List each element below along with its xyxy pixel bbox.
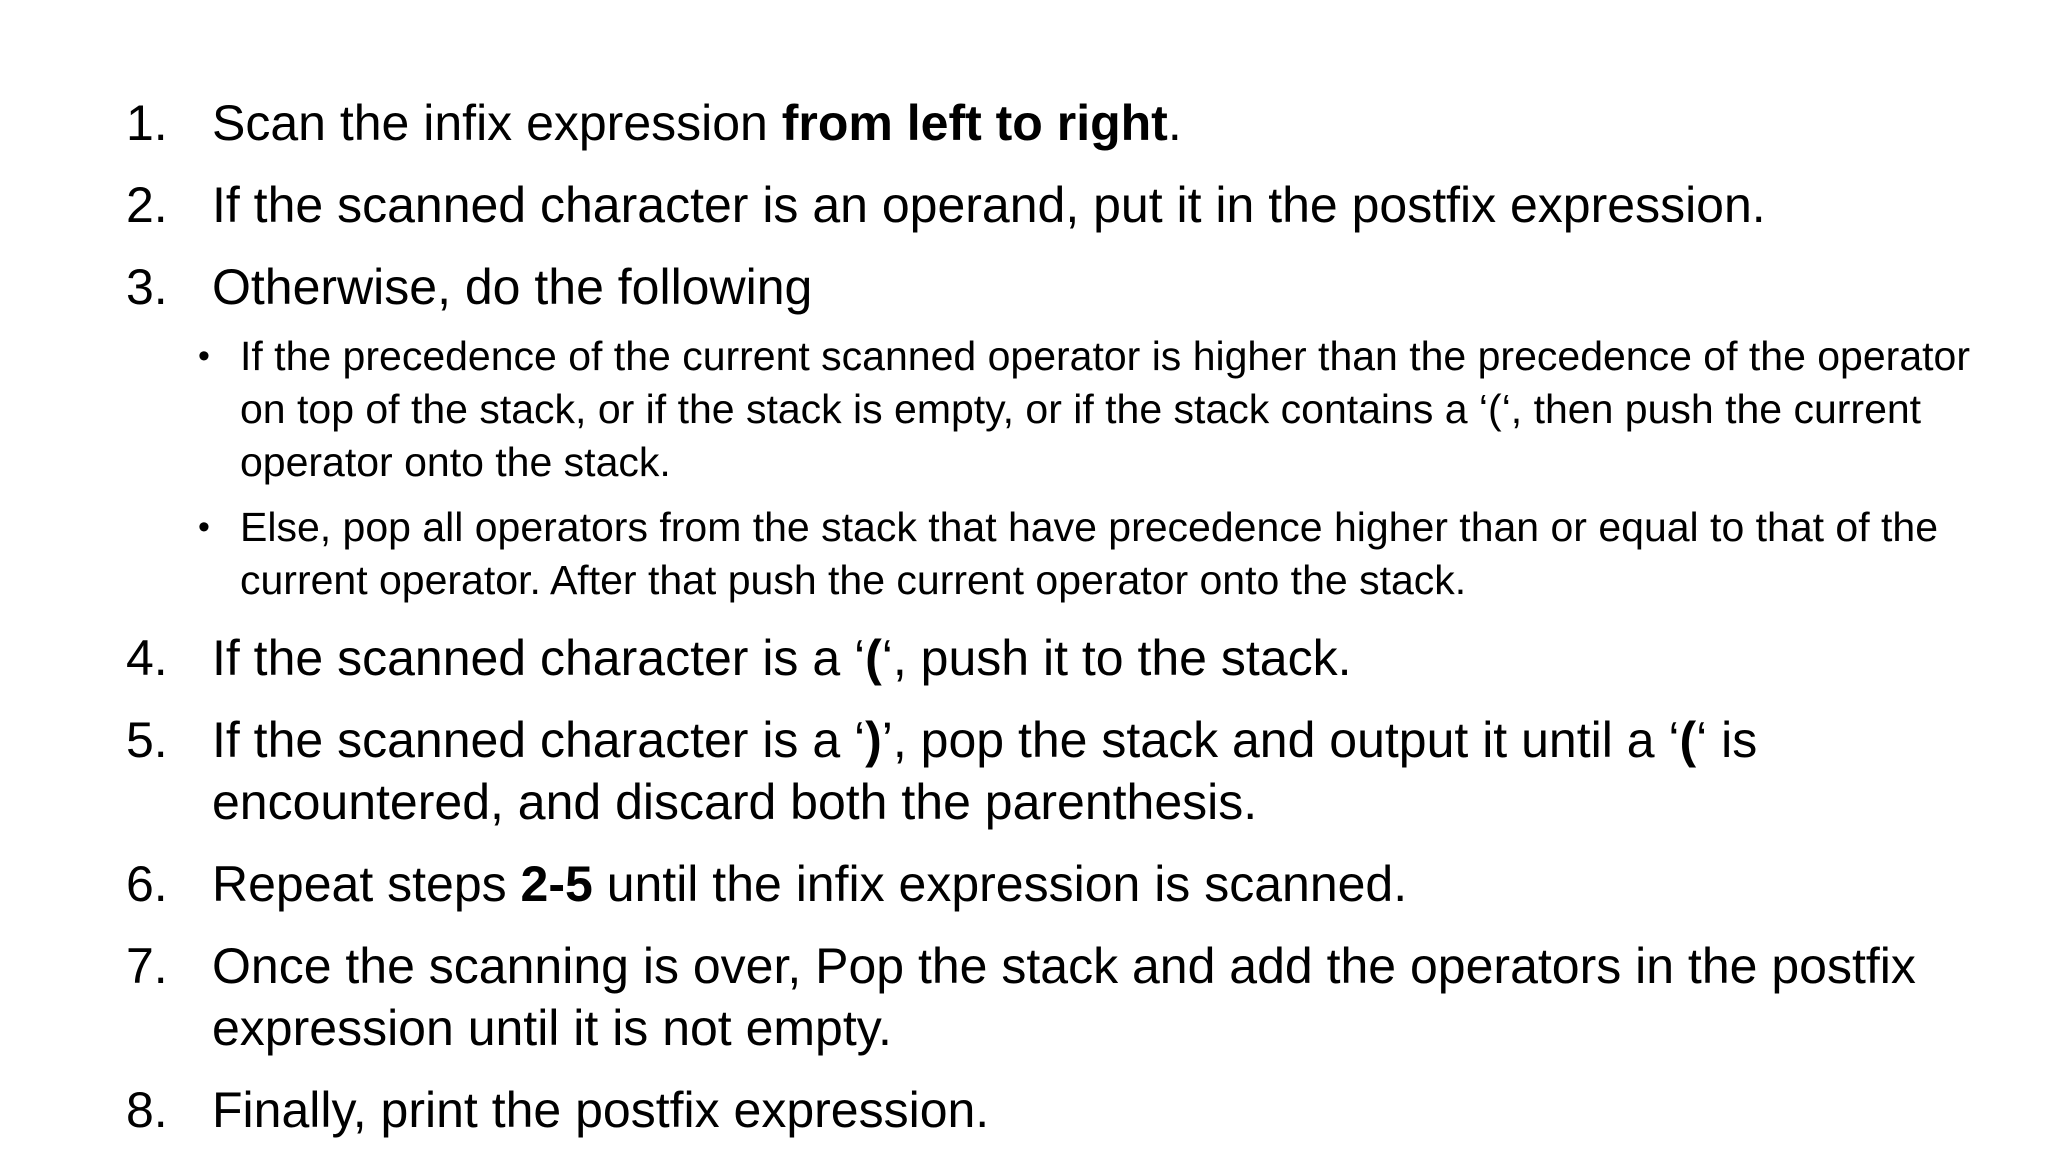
step-text: Finally, print the postfix expression. xyxy=(212,1082,990,1138)
step-text: until the infix expression is scanned. xyxy=(592,856,1408,912)
step-number: 6. xyxy=(126,856,168,912)
step-text-bold: ) xyxy=(865,712,882,768)
sub-item xyxy=(198,501,1986,607)
step-number: 4. xyxy=(126,630,168,686)
step-3 xyxy=(126,256,1986,607)
step-1 xyxy=(126,92,1986,154)
sub-item xyxy=(198,330,1986,489)
step-number: 2. xyxy=(126,177,168,233)
step-text: ’, pop the stack and output it until a ‘ xyxy=(881,712,1680,768)
algorithm-steps-list xyxy=(126,92,1986,1161)
step-number: 8. xyxy=(126,1082,168,1138)
bullet-dot-icon: • xyxy=(198,337,210,375)
step-8 xyxy=(126,1079,1986,1141)
step-text: ‘ is encountered, and discard both the parenthesis. xyxy=(212,712,1758,830)
step-number: 1. xyxy=(126,95,168,151)
step-5 xyxy=(126,709,1986,833)
step-number: 3. xyxy=(126,259,168,315)
step-text: If the scanned character is a ‘ xyxy=(212,630,866,686)
sub-item-text: If the precedence of the current scanned operator is higher than the precedence of the operator on top of the stack, or if the stack is empty, or if the stack contains a ‘(‘, then push the current operator onto the stack. xyxy=(240,333,1970,485)
step-text: Otherwise, do the following xyxy=(212,259,813,315)
step-text: Once the scanning is over, Pop the stack and add the operators in the postfix expression until it is not empty. xyxy=(212,938,1916,1056)
step-number: 5. xyxy=(126,712,168,768)
step-text: If the scanned character is an operand, put it in the postfix expression. xyxy=(212,177,1766,233)
step-2 xyxy=(126,174,1986,236)
step-text-bold: 2-5 xyxy=(520,856,593,912)
step-4 xyxy=(126,627,1986,689)
step-7 xyxy=(126,935,1986,1059)
step-text: Repeat steps xyxy=(212,856,521,912)
step-text: ‘, push it to the stack. xyxy=(881,630,1352,686)
step-text: If the scanned character is a ‘ xyxy=(212,712,866,768)
bullet-dot-icon: • xyxy=(198,508,210,546)
step-text-bold: ( xyxy=(1679,712,1697,768)
step-number: 7. xyxy=(126,938,168,994)
step-text-bold: from left to right xyxy=(781,95,1168,151)
step-6 xyxy=(126,853,1986,915)
step-text-bold: ( xyxy=(865,630,882,686)
step-3-sublist xyxy=(198,330,1986,607)
step-text: . xyxy=(1167,95,1182,151)
sub-item-text: Else, pop all operators from the stack that have precedence higher than or equal to that of the current operator. After that push the current operator onto the stack. xyxy=(240,504,1938,603)
step-text: Scan the infix expression xyxy=(212,95,782,151)
